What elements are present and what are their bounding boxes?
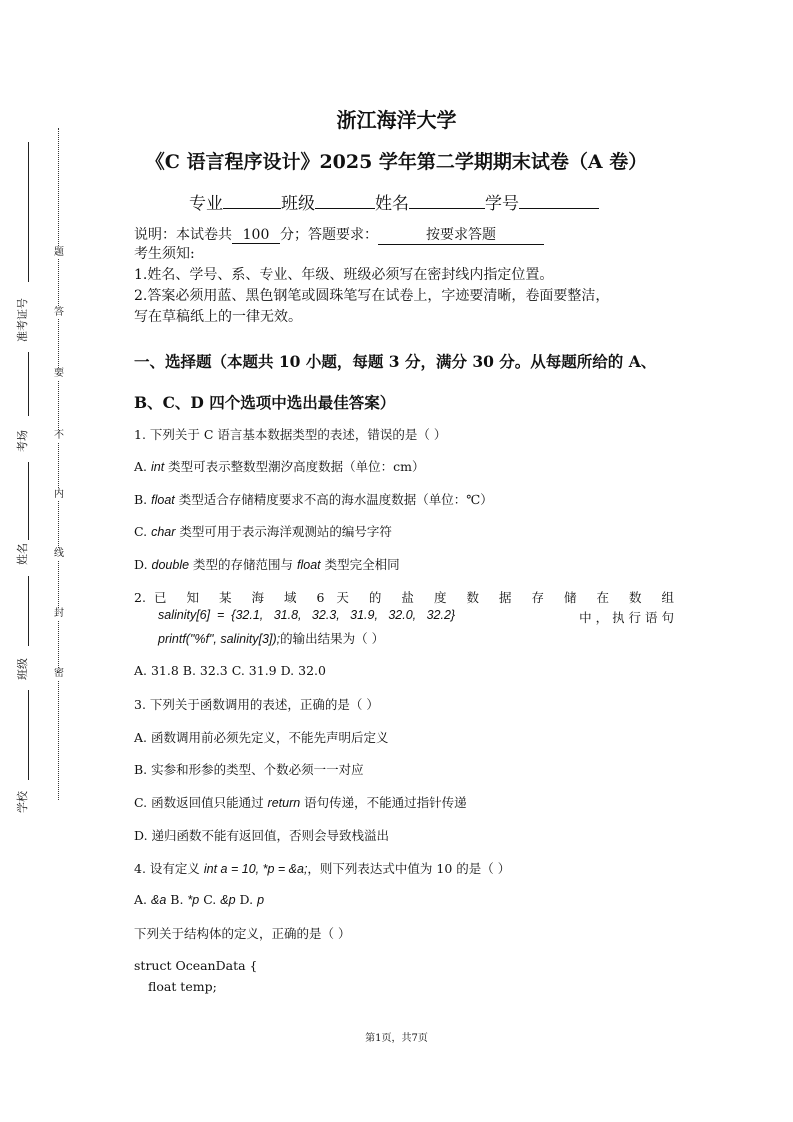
page-footer: 第1页，共7页	[365, 1033, 428, 1044]
q1-c-text: 类型可用于表示海洋观测站的编号字符	[175, 524, 392, 539]
room-line	[28, 352, 29, 416]
major-blank[interactable]	[223, 194, 281, 209]
q1-d-keyword2: float	[297, 558, 321, 572]
field-major: 专业	[189, 194, 223, 214]
q3-option-c	[134, 793, 467, 811]
instructions-mid: 分；答题要求：	[280, 227, 378, 243]
seal-char-feng: 封	[54, 608, 64, 619]
q1-a-text: 类型可表示整数型潮汐高度数据（单位：cm）	[164, 459, 425, 474]
q4-c-label: C.	[199, 892, 221, 907]
seal-char-ti: 题	[54, 247, 64, 258]
q3-stem: 3. 下列关于函数调用的表述，正确的是（ ）	[134, 697, 379, 712]
q4-d-expr: p	[257, 893, 265, 907]
q3-c-prefix: C. 函数返回值只能通过	[134, 795, 268, 810]
q4-stem-suffix: ，则下列表达式中值为 10 的是（ ）	[307, 861, 511, 876]
instructions-line	[134, 224, 544, 245]
q5-code-line2: float temp;	[148, 979, 217, 994]
q4-a-label: A.	[134, 892, 151, 907]
q3-option-b: B. 实参和形参的类型、个数必须一一对应	[134, 762, 364, 777]
name-line	[28, 462, 29, 540]
q4-stem	[134, 859, 510, 877]
name-blank[interactable]	[409, 194, 485, 209]
label-exam-id: 准考证号	[16, 298, 29, 342]
exam-title: 《C 语言程序设计》2025 学年第二学期期末试卷（A 卷）	[145, 151, 648, 173]
class-line	[28, 576, 29, 646]
q5-stem: 下列关于结构体的定义，正确的是（ ）	[134, 926, 351, 941]
q1-option-d	[134, 555, 400, 573]
seal-char-yao: 要	[54, 368, 64, 379]
notice-item-2-cont: 写在草稿纸上的一律无效。	[134, 309, 302, 325]
q3-option-d: D. 递归函数不能有返回值，否则会导致栈溢出	[134, 828, 390, 843]
university-title: 浙江海洋大学	[336, 108, 457, 132]
label-name: 姓名	[16, 543, 29, 565]
seal-char-mi: 密	[54, 668, 64, 679]
q1-d-mid: 类型的存储范围与	[189, 557, 298, 572]
q1-a-prefix: A.	[134, 459, 151, 474]
label-exam-room: 考场	[16, 430, 29, 452]
q4-code: int a = 10, *p = &a;	[203, 862, 308, 876]
id-blank[interactable]	[519, 194, 599, 209]
answer-requirement: 按要求答题	[378, 224, 544, 245]
seal-char-nei: 内	[54, 489, 64, 500]
student-fields	[189, 189, 599, 214]
seal-char-da: 答	[54, 307, 64, 318]
q1-d-keyword1: double	[151, 558, 190, 572]
section-heading-cont: B、C、D 四个选项中选出最佳答案）	[134, 393, 396, 412]
section-heading: 一、选择题（本题共 10 小题，每题 3 分，满分 30 分。从每题所给的 A、	[134, 352, 657, 371]
seal-char-xian: 线	[54, 548, 64, 559]
q2-stem: 2.已 知 某 海 域 6 天 的 盐 度 数 据 存 储 在 数 组	[134, 590, 674, 605]
school-line	[28, 690, 29, 780]
q1-b-prefix: B.	[134, 492, 152, 507]
q1-stem: 1. 下列关于 C 语言基本数据类型的表述，错误的是（ ）	[134, 427, 447, 442]
notice-item-1: 1.姓名、学号、系、专业、年级、班级必须写在密封线内指定位置。	[134, 267, 554, 283]
q4-d-label: D.	[235, 892, 258, 907]
q1-d-prefix: D.	[134, 557, 152, 572]
q4-b-label: B.	[166, 892, 188, 907]
q2-line3	[158, 629, 384, 647]
q1-option-b	[134, 490, 493, 508]
q1-b-keyword: float	[151, 493, 175, 507]
total-score: 100	[232, 227, 280, 244]
q3-c-text: 语句传递，不能通过指针传递	[300, 795, 467, 810]
q2-options: A. 31.8 B. 32.3 C. 31.9 D. 32.0	[134, 663, 326, 678]
q1-c-prefix: C.	[134, 524, 152, 539]
q4-b-expr: *p	[187, 893, 200, 907]
q4-stem-prefix: 4. 设有定义	[134, 861, 204, 876]
q3-option-a: A. 函数调用前必须先定义，不能先声明后定义	[134, 730, 389, 745]
q1-b-text: 类型适合存储精度要求不高的海水温度数据（单位：℃）	[174, 492, 493, 507]
q4-a-expr: &a	[150, 893, 167, 907]
q5-code-line1: struct OceanData {	[134, 958, 258, 973]
notice-item-2: 2.答案必须用蓝、黑色钢笔或圆珠笔写在试卷上，字迹要清晰，卷面要整洁，	[134, 288, 610, 304]
q1-c-keyword: char	[151, 525, 176, 539]
instructions-prefix: 说明：本试卷共	[134, 227, 232, 243]
q1-option-a	[134, 457, 425, 475]
q1-d-end: 类型完全相同	[320, 557, 400, 572]
class-blank[interactable]	[315, 194, 375, 209]
q2-line3-tail: 的输出结果为（ ）	[280, 631, 385, 646]
q2-line2-tail: 中 ， 执 行 语 句	[579, 610, 674, 625]
notice-title: 考生须知:	[134, 246, 195, 262]
field-id: 学号	[485, 194, 519, 214]
q1-a-keyword: int	[150, 460, 165, 474]
seal-char-bu: 不	[54, 430, 64, 441]
seal-line	[58, 128, 59, 800]
q1-option-c	[134, 522, 392, 540]
q4-c-expr: &p	[220, 893, 236, 907]
field-class: 班级	[281, 194, 315, 214]
q2-printf-code: printf("%f", salinity[3]);	[158, 632, 281, 646]
q4-options	[134, 892, 264, 907]
q2-array-code: salinity[6] = {32.1, 31.8, 32.3, 31.9, 32.0, 32.2}	[158, 608, 456, 622]
q3-c-keyword: return	[267, 796, 301, 810]
field-name: 姓名	[375, 194, 409, 214]
q2-line2	[158, 608, 674, 626]
label-class: 班级	[16, 658, 29, 680]
label-school: 学校	[16, 791, 29, 813]
